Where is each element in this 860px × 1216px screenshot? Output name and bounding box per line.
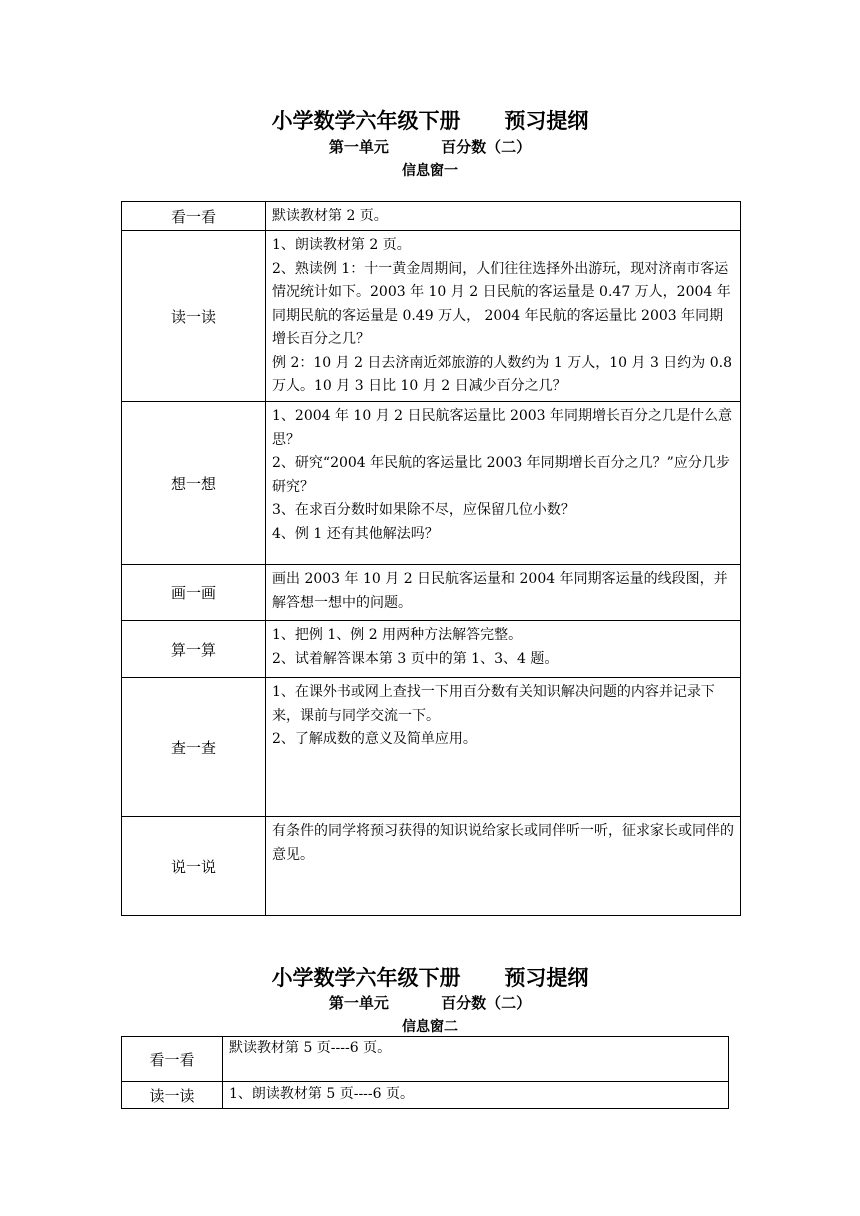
- table-row: [122, 202, 741, 231]
- row-label: 查一查: [122, 678, 266, 817]
- info-window-heading: 信息窗二: [402, 1019, 458, 1035]
- content-line: 3、在求百分数时如果除不尽，应保留几位小数？: [272, 502, 575, 518]
- row-label: 读一读: [122, 1082, 223, 1109]
- row-content: [266, 817, 741, 916]
- content-line: 1、在课外书或网上查找一下用百分数有关知识解决问题的内容并记录下来，课前与同学交流一下。: [272, 684, 715, 724]
- preview-outline-table: [121, 1036, 729, 1109]
- content-line: 有条件的同学将预习获得的知识说给家长或同伴听一听，征求家长或同伴的意见。: [272, 823, 734, 863]
- row-label: 看一看: [122, 1037, 223, 1082]
- row-content: [266, 231, 741, 402]
- row-label: 画一画: [122, 565, 266, 621]
- content-line: 画出 2003 年 10 月 2 日民航客运量和 2004 年同期客运量的线段图，并解答想一想中的问题。: [272, 571, 728, 611]
- table-row: [122, 402, 741, 565]
- table-row: [122, 621, 741, 678]
- content-line: 默读教材第 2 页。: [272, 208, 388, 224]
- row-label: 看一看: [122, 202, 266, 231]
- content-line: 4、例 1 还有其他解法吗？: [272, 525, 439, 542]
- table-row: [122, 1082, 729, 1109]
- content-line: 1、朗读教材第 2 页。: [272, 237, 411, 253]
- preview-outline-table: [121, 201, 741, 916]
- table-row: [122, 231, 741, 402]
- row-content: [266, 202, 741, 231]
- content-line: 1、2004 年 10 月 2 日民航客运量比 2003 年同期增长百分之几是什么意思？: [272, 408, 733, 448]
- unit-subtitle: 第一单元 百分数（二）: [328, 138, 532, 156]
- row-content: [266, 565, 741, 621]
- content-line: 2、研究“2004 年民航的客运量比 2003 年同期增长百分之几？”应分几步研究？: [272, 455, 730, 495]
- content-line: 2、了解成数的意义及简单应用。: [272, 731, 477, 747]
- unit-subtitle: 第一单元 百分数（二）: [328, 994, 532, 1012]
- row-label: 读一读: [122, 231, 266, 402]
- page-title: 小学数学六年级下册 预习提纲: [271, 966, 589, 990]
- content-line: 1、把例 1、例 2 用两种方法解答完整。: [272, 627, 523, 643]
- row-content: [223, 1082, 729, 1109]
- info-window-heading: 信息窗一: [402, 163, 458, 179]
- page-title: 小学数学六年级下册 预习提纲: [271, 109, 589, 133]
- row-content: [266, 402, 741, 565]
- table-row: [122, 1037, 729, 1082]
- content-line: 例 2：10 月 2 日去济南近郊旅游的人数约为 1 万人，10 月 3 日约为 0.8 万人。10 月 3 日比 10 月 2 日减少百分之几？: [272, 354, 733, 394]
- content-line: 1、朗读教材第 5 页----6 页。: [229, 1086, 414, 1102]
- table-row: [122, 817, 741, 916]
- row-content: [223, 1037, 729, 1082]
- row-label: 算一算: [122, 621, 266, 678]
- content-line: 默读教材第 5 页----6 页。: [229, 1040, 392, 1056]
- content-line: 2、试着解答课本第 3 页中的第 1、3、4 题。: [272, 650, 559, 667]
- content-line: 2、熟读例 1：十一黄金周期间，人们往往选择外出游玩，现对济南市客运情况统计如下。2003 年 10 月 2 日民航的客运量是 0.47 万人，2004 年同期民航的客运量是 0.49 万人， 2004 年民航的客运量比 2003 年同期增长百分之几？: [272, 260, 731, 347]
- row-content: [266, 621, 741, 678]
- table-row: [122, 678, 741, 817]
- table-row: [122, 565, 741, 621]
- row-label: 说一说: [122, 817, 266, 916]
- row-content: [266, 678, 741, 817]
- row-label: 想一想: [122, 402, 266, 565]
